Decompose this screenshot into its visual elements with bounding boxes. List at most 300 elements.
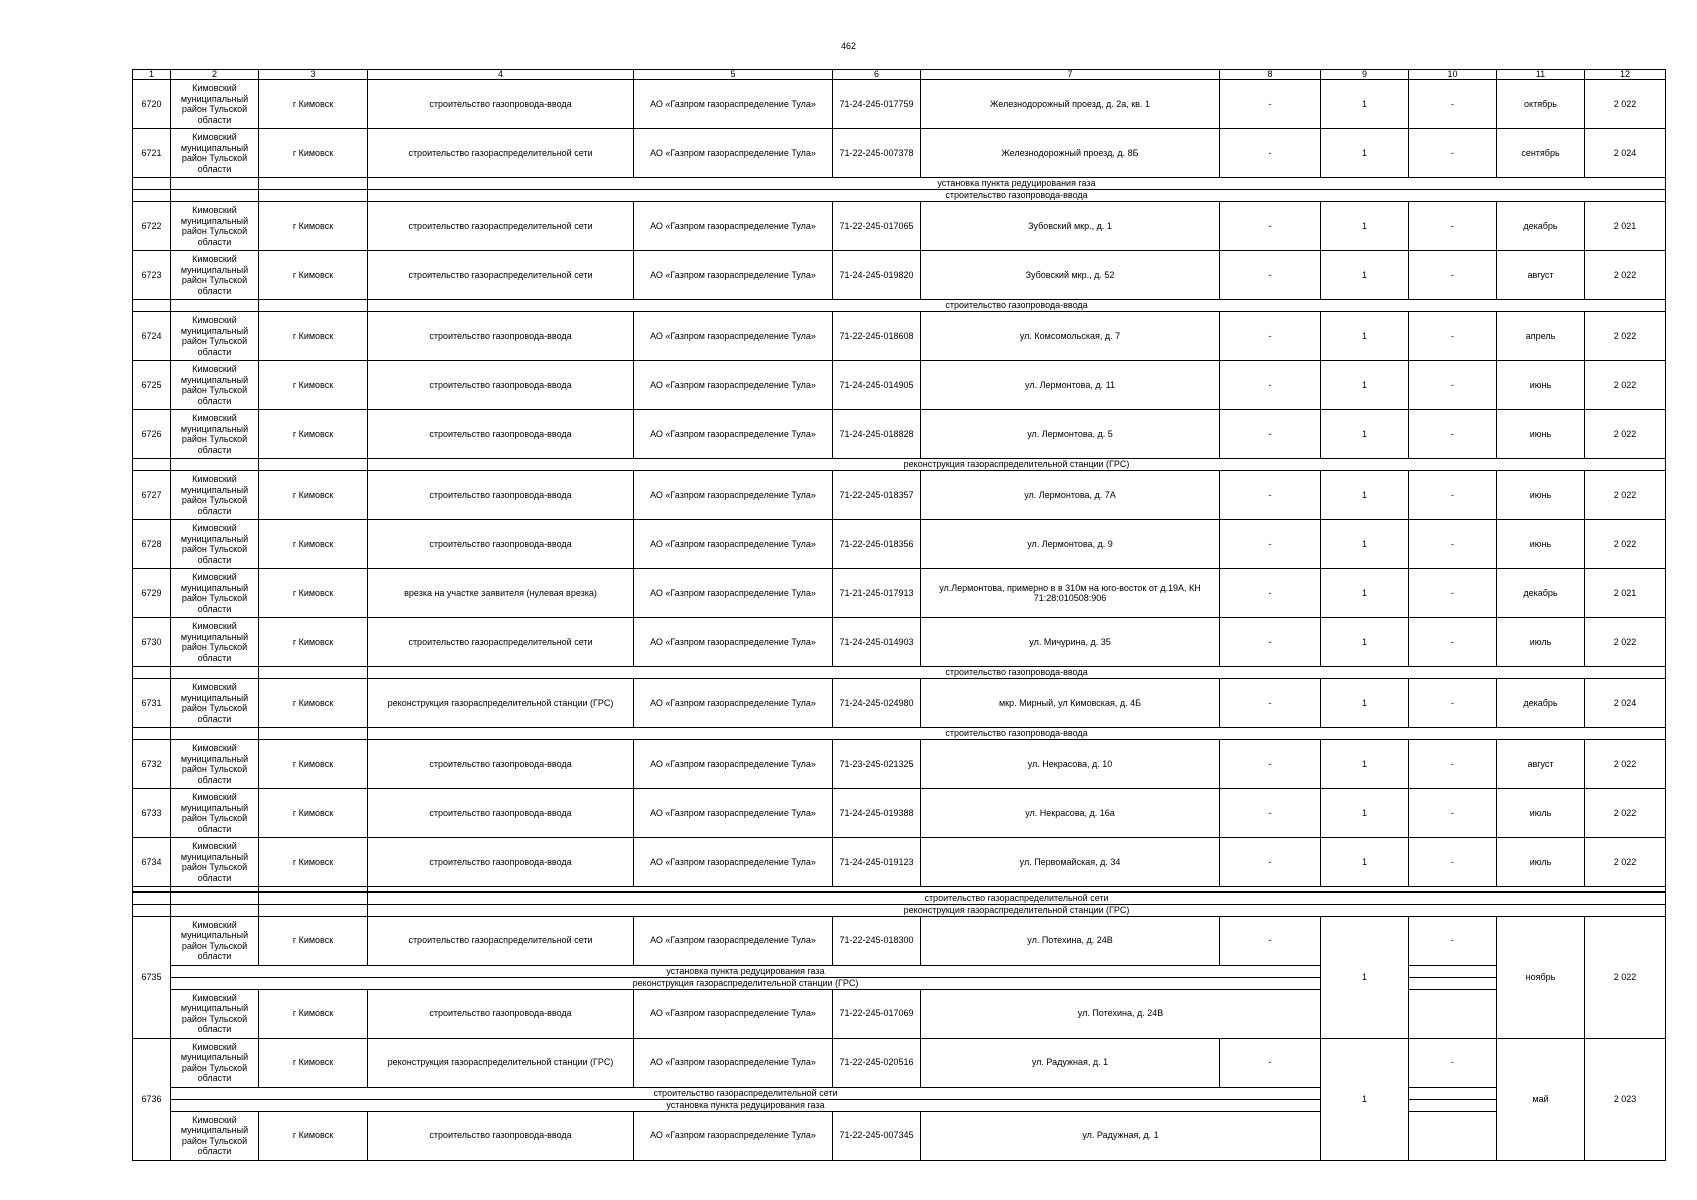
col8-cell: -: [1220, 916, 1321, 965]
row-number: 6723: [133, 251, 171, 300]
object-code-cell: 71-24-245-018828: [833, 410, 921, 459]
district-cell: Кимовский муниципальный район Тульской области: [171, 989, 259, 1038]
data-row: [133, 916, 1666, 965]
work-type-cell: врезка на участке заявителя (нулевая врезка): [368, 569, 634, 618]
row-number: 6733: [133, 789, 171, 838]
address-cell: Зубовский мкр., д. 1: [921, 202, 1220, 251]
col8-cell: -: [1220, 410, 1321, 459]
data-row: [133, 361, 1666, 410]
column-header: 11: [1497, 70, 1585, 80]
column-header: 9: [1321, 70, 1409, 80]
city-cell: г Кимовск: [259, 80, 368, 129]
city-cell: г Кимовск: [259, 361, 368, 410]
sub-spacer: [171, 178, 259, 190]
col10-cell: [1409, 965, 1497, 977]
district-cell: Кимовский муниципальный район Тульской области: [171, 312, 259, 361]
col10-cell: -: [1409, 410, 1497, 459]
sub-row: [133, 1087, 1666, 1099]
object-code-cell: 71-23-245-021325: [833, 740, 921, 789]
sub-row: [133, 977, 1666, 989]
sub-spacer: [259, 892, 368, 905]
sub-work-label: реконструкция газораспределительной станции (ГРС): [171, 977, 1321, 989]
data-row: [133, 679, 1666, 728]
sub-spacer: [259, 904, 368, 916]
data-row: [133, 129, 1666, 178]
address-cell: ул. Лермонтова, д. 7А: [921, 471, 1220, 520]
object-code-cell: 71-22-245-018300: [833, 916, 921, 965]
year-cell: 2 022: [1585, 740, 1666, 789]
organization-cell: АО «Газпром газораспределение Тула»: [634, 312, 833, 361]
address-cell: ул. Лермонтова, д. 5: [921, 410, 1220, 459]
organization-cell: АО «Газпром газораспределение Тула»: [634, 1111, 833, 1160]
year-cell: 2 021: [1585, 569, 1666, 618]
col10-cell: [1409, 1111, 1497, 1160]
work-type-cell: строительство газораспределительной сети: [368, 129, 634, 178]
organization-cell: АО «Газпром газораспределение Тула»: [634, 251, 833, 300]
row-number: 6734: [133, 838, 171, 887]
year-cell: 2 022: [1585, 916, 1666, 1038]
year-cell: 2 022: [1585, 312, 1666, 361]
sub-spacer: [133, 459, 171, 471]
district-cell: Кимовский муниципальный район Тульской области: [171, 410, 259, 459]
district-cell: Кимовский муниципальный район Тульской области: [171, 1111, 259, 1160]
month-cell: октябрь: [1497, 80, 1585, 129]
data-row: [133, 80, 1666, 129]
year-cell: 2 022: [1585, 251, 1666, 300]
work-type-cell: реконструкция газораспределительной станции (ГРС): [368, 679, 634, 728]
col9-cell: 1: [1321, 520, 1409, 569]
address-cell: Железнодорожный проезд, д. 8Б: [921, 129, 1220, 178]
work-type-cell: строительство газораспределительной сети: [368, 202, 634, 251]
col10-cell: [1409, 977, 1497, 989]
object-code-cell: 71-22-245-018357: [833, 471, 921, 520]
data-row: [133, 618, 1666, 667]
data-row: [133, 989, 1666, 1038]
page-number: 462: [840, 41, 857, 51]
organization-cell: АО «Газпром газораспределение Тула»: [634, 80, 833, 129]
work-type-cell: строительство газопровода-ввода: [368, 312, 634, 361]
sub-spacer: [133, 300, 171, 312]
col8-cell: -: [1220, 129, 1321, 178]
col8-cell: -: [1220, 312, 1321, 361]
city-cell: г Кимовск: [259, 789, 368, 838]
month-cell: август: [1497, 251, 1585, 300]
work-type-cell: строительство газопровода-ввода: [368, 410, 634, 459]
year-cell: 2 022: [1585, 789, 1666, 838]
col10-cell: -: [1409, 679, 1497, 728]
sub-spacer: [133, 728, 171, 740]
address-cell: ул. Некрасова, д. 10: [921, 740, 1220, 789]
district-cell: Кимовский муниципальный район Тульской области: [171, 202, 259, 251]
col8-cell: -: [1220, 789, 1321, 838]
year-cell: 2 021: [1585, 202, 1666, 251]
work-type-cell: строительство газопровода-ввода: [368, 989, 634, 1038]
sub-spacer: [133, 892, 171, 905]
sub-work-label: установка пункта редуцирования газа: [368, 178, 1666, 190]
sub-spacer: [259, 190, 368, 202]
col10-cell: -: [1409, 618, 1497, 667]
row-number: 6731: [133, 679, 171, 728]
object-code-cell: 71-22-245-017069: [833, 989, 921, 1038]
col10-cell: -: [1409, 916, 1497, 965]
object-code-cell: 71-22-245-007345: [833, 1111, 921, 1160]
work-type-cell: строительство газопровода-ввода: [368, 80, 634, 129]
work-type-cell: строительство газопровода-ввода: [368, 838, 634, 887]
col10-cell: -: [1409, 251, 1497, 300]
data-row: [133, 789, 1666, 838]
col9-cell: 1: [1321, 410, 1409, 459]
sub-work-label: реконструкция газораспределительной станции (ГРС): [368, 904, 1666, 916]
year-cell: 2 022: [1585, 361, 1666, 410]
col10-cell: [1409, 1099, 1497, 1111]
col10-cell: -: [1409, 740, 1497, 789]
organization-cell: АО «Газпром газораспределение Тула»: [634, 202, 833, 251]
column-header: 3: [259, 70, 368, 80]
row-number: 6726: [133, 410, 171, 459]
col8-cell: -: [1220, 838, 1321, 887]
work-type-cell: строительство газопровода-ввода: [368, 471, 634, 520]
city-cell: г Кимовск: [259, 410, 368, 459]
col8-cell: -: [1220, 520, 1321, 569]
address-cell: ул. Радужная, д. 1: [921, 1038, 1220, 1087]
object-code-cell: 71-21-245-017913: [833, 569, 921, 618]
city-cell: г Кимовск: [259, 679, 368, 728]
sub-work-label: строительство газопровода-ввода: [368, 300, 1666, 312]
address-cell: ул. Лермонтова, д. 11: [921, 361, 1220, 410]
object-code-cell: 71-24-245-019820: [833, 251, 921, 300]
object-code-cell: 71-22-245-007378: [833, 129, 921, 178]
col9-cell: 1: [1321, 838, 1409, 887]
col10-cell: -: [1409, 361, 1497, 410]
month-cell: июнь: [1497, 520, 1585, 569]
organization-cell: АО «Газпром газораспределение Тула»: [634, 618, 833, 667]
col9-cell: 1: [1321, 361, 1409, 410]
month-cell: июль: [1497, 618, 1585, 667]
city-cell: г Кимовск: [259, 989, 368, 1038]
organization-cell: АО «Газпром газораспределение Тула»: [634, 569, 833, 618]
district-cell: Кимовский муниципальный район Тульской области: [171, 471, 259, 520]
district-cell: Кимовский муниципальный район Тульской области: [171, 838, 259, 887]
month-cell: июнь: [1497, 361, 1585, 410]
sub-work-label: реконструкция газораспределительной станции (ГРС): [368, 459, 1666, 471]
sub-spacer: [133, 190, 171, 202]
sub-row: [133, 667, 1666, 679]
col8-cell: -: [1220, 618, 1321, 667]
address-cell: ул. Потехина, д. 24В: [921, 916, 1220, 965]
col10-cell: -: [1409, 80, 1497, 129]
column-header: 10: [1409, 70, 1497, 80]
organization-cell: АО «Газпром газораспределение Тула»: [634, 1038, 833, 1087]
address-cell: Железнодорожный проезд, д. 2а, кв. 1: [921, 80, 1220, 129]
district-cell: Кимовский муниципальный район Тульской области: [171, 789, 259, 838]
header-row: [133, 70, 1666, 80]
sub-row: [133, 728, 1666, 740]
city-cell: г Кимовск: [259, 129, 368, 178]
district-cell: Кимовский муниципальный район Тульской области: [171, 80, 259, 129]
sub-work-label: строительство газораспределительной сети: [171, 1087, 1321, 1099]
organization-cell: АО «Газпром газораспределение Тула»: [634, 410, 833, 459]
organization-cell: АО «Газпром газораспределение Тула»: [634, 361, 833, 410]
sub-spacer: [171, 667, 259, 679]
data-row: [133, 1038, 1666, 1087]
data-row: [133, 251, 1666, 300]
col10-cell: -: [1409, 129, 1497, 178]
sub-row: [133, 965, 1666, 977]
year-cell: 2 022: [1585, 471, 1666, 520]
month-cell: май: [1497, 1038, 1585, 1160]
col8-cell: -: [1220, 202, 1321, 251]
year-cell: 2 022: [1585, 410, 1666, 459]
object-code-cell: 71-24-245-024980: [833, 679, 921, 728]
work-type-cell: реконструкция газораспределительной станции (ГРС): [368, 1038, 634, 1087]
organization-cell: АО «Газпром газораспределение Тула»: [634, 679, 833, 728]
sub-spacer: [259, 459, 368, 471]
row-number: 6724: [133, 312, 171, 361]
data-row: [133, 202, 1666, 251]
object-code-cell: 71-24-245-019123: [833, 838, 921, 887]
month-cell: ноябрь: [1497, 916, 1585, 1038]
col10-cell: -: [1409, 312, 1497, 361]
col8-cell: -: [1220, 569, 1321, 618]
address-cell: ул. Первомайская, д. 34: [921, 838, 1220, 887]
sub-work-label: установка пункта редуцирования газа: [171, 965, 1321, 977]
row-number: 6736: [133, 1038, 171, 1160]
address-cell: Зубовский мкр., д. 52: [921, 251, 1220, 300]
row-number: 6732: [133, 740, 171, 789]
district-cell: Кимовский муниципальный район Тульской области: [171, 361, 259, 410]
col9-cell: 1: [1321, 789, 1409, 838]
address-cell: ул. Лермонтова, д. 9: [921, 520, 1220, 569]
sub-spacer: [259, 300, 368, 312]
col10-cell: -: [1409, 789, 1497, 838]
city-cell: г Кимовск: [259, 471, 368, 520]
object-code-cell: 71-24-245-017759: [833, 80, 921, 129]
col10-cell: [1409, 989, 1497, 1038]
sub-spacer: [259, 178, 368, 190]
row-number: 6729: [133, 569, 171, 618]
col8-cell: -: [1220, 740, 1321, 789]
year-cell: 2 024: [1585, 129, 1666, 178]
work-type-cell: строительство газораспределительной сети: [368, 251, 634, 300]
address-cell: ул. Комсомольская, д. 7: [921, 312, 1220, 361]
sub-row: [133, 459, 1666, 471]
col8-cell: -: [1220, 80, 1321, 129]
col10-cell: -: [1409, 520, 1497, 569]
month-cell: июль: [1497, 838, 1585, 887]
column-header: 4: [368, 70, 634, 80]
row-number: 6725: [133, 361, 171, 410]
data-row: [133, 471, 1666, 520]
data-row: [133, 740, 1666, 789]
sub-row: [133, 904, 1666, 916]
month-cell: июнь: [1497, 471, 1585, 520]
month-cell: апрель: [1497, 312, 1585, 361]
city-cell: г Кимовск: [259, 520, 368, 569]
object-code-cell: 71-24-245-014905: [833, 361, 921, 410]
year-cell: 2 023: [1585, 1038, 1666, 1160]
sub-spacer: [133, 904, 171, 916]
work-type-cell: строительство газопровода-ввода: [368, 361, 634, 410]
address-cell: ул.Лермонтова, примерно в в 310м на юго-восток от д.19А, КН 71:28:010508:906: [921, 569, 1220, 618]
column-header: 12: [1585, 70, 1666, 80]
col10-cell: -: [1409, 1038, 1497, 1087]
city-cell: г Кимовск: [259, 1038, 368, 1087]
sub-row: [133, 190, 1666, 202]
col8-cell: -: [1220, 251, 1321, 300]
col8-cell: -: [1220, 361, 1321, 410]
col10-cell: [1409, 1087, 1497, 1099]
organization-cell: АО «Газпром газораспределение Тула»: [634, 471, 833, 520]
year-cell: 2 022: [1585, 838, 1666, 887]
district-cell: Кимовский муниципальный район Тульской области: [171, 740, 259, 789]
work-type-cell: строительство газопровода-ввода: [368, 789, 634, 838]
district-cell: Кимовский муниципальный район Тульской области: [171, 129, 259, 178]
organization-cell: АО «Газпром газораспределение Тула»: [634, 129, 833, 178]
col9-cell: 1: [1321, 471, 1409, 520]
col9-cell: 1: [1321, 916, 1409, 1038]
month-cell: сентябрь: [1497, 129, 1585, 178]
work-type-cell: строительство газораспределительной сети: [368, 916, 634, 965]
address-cell: мкр. Мирный, ул Кимовская, д. 4Б: [921, 679, 1220, 728]
sub-work-label: установка пункта редуцирования газа: [171, 1099, 1321, 1111]
sub-work-label: строительство газопровода-ввода: [368, 667, 1666, 679]
column-header: 7: [921, 70, 1220, 80]
col8-cell: -: [1220, 679, 1321, 728]
sub-spacer: [171, 904, 259, 916]
column-header: 2: [171, 70, 259, 80]
city-cell: г Кимовск: [259, 618, 368, 667]
col9-cell: 1: [1321, 80, 1409, 129]
data-row: [133, 312, 1666, 361]
city-cell: г Кимовск: [259, 569, 368, 618]
row-number: 6722: [133, 202, 171, 251]
row-number: 6730: [133, 618, 171, 667]
year-cell: 2 024: [1585, 679, 1666, 728]
col10-cell: -: [1409, 569, 1497, 618]
col9-cell: 1: [1321, 679, 1409, 728]
data-row: [133, 1111, 1666, 1160]
organization-cell: АО «Газпром газораспределение Тула»: [634, 989, 833, 1038]
sub-row: [133, 178, 1666, 190]
city-cell: г Кимовск: [259, 838, 368, 887]
district-cell: Кимовский муниципальный район Тульской области: [171, 520, 259, 569]
sub-work-label: строительство газопровода-ввода: [368, 728, 1666, 740]
organization-cell: АО «Газпром газораспределение Тула»: [634, 838, 833, 887]
data-row: [133, 569, 1666, 618]
row-number: 6721: [133, 129, 171, 178]
data-row: [133, 410, 1666, 459]
organization-cell: АО «Газпром газораспределение Тула»: [634, 520, 833, 569]
district-cell: Кимовский муниципальный район Тульской области: [171, 569, 259, 618]
object-code-cell: 71-22-245-018608: [833, 312, 921, 361]
work-type-cell: строительство газопровода-ввода: [368, 520, 634, 569]
col9-cell: 1: [1321, 129, 1409, 178]
object-code-cell: 71-22-245-017065: [833, 202, 921, 251]
district-cell: Кимовский муниципальный район Тульской области: [171, 1038, 259, 1087]
district-cell: Кимовский муниципальный район Тульской области: [171, 916, 259, 965]
work-type-cell: строительство газопровода-ввода: [368, 740, 634, 789]
month-cell: июль: [1497, 789, 1585, 838]
organization-cell: АО «Газпром газораспределение Тула»: [634, 916, 833, 965]
col9-cell: 1: [1321, 1038, 1409, 1160]
row-number: 6735: [133, 916, 171, 1038]
year-cell: 2 022: [1585, 80, 1666, 129]
col10-cell: -: [1409, 471, 1497, 520]
address-cell: ул. Радужная, д. 1: [921, 1111, 1321, 1160]
object-code-cell: 71-24-245-014903: [833, 618, 921, 667]
col9-cell: 1: [1321, 569, 1409, 618]
data-row: [133, 838, 1666, 887]
city-cell: г Кимовск: [259, 251, 368, 300]
district-cell: Кимовский муниципальный район Тульской области: [171, 679, 259, 728]
city-cell: г Кимовск: [259, 916, 368, 965]
year-cell: 2 022: [1585, 520, 1666, 569]
object-code-cell: 71-22-245-020516: [833, 1038, 921, 1087]
city-cell: г Кимовск: [259, 312, 368, 361]
sub-spacer: [171, 892, 259, 905]
column-header: 1: [133, 70, 171, 80]
month-cell: август: [1497, 740, 1585, 789]
sub-spacer: [133, 178, 171, 190]
column-header: 5: [634, 70, 833, 80]
month-cell: декабрь: [1497, 679, 1585, 728]
col9-cell: 1: [1321, 202, 1409, 251]
column-header: 6: [833, 70, 921, 80]
sub-spacer: [171, 728, 259, 740]
row-number: 6728: [133, 520, 171, 569]
data-row: [133, 520, 1666, 569]
month-cell: июнь: [1497, 410, 1585, 459]
sub-row: [133, 892, 1666, 905]
sub-row: [133, 1099, 1666, 1111]
address-cell: ул. Некрасова, д. 16а: [921, 789, 1220, 838]
col10-cell: -: [1409, 202, 1497, 251]
projects-table: [132, 69, 1666, 1161]
column-header: 8: [1220, 70, 1321, 80]
sub-row: [133, 300, 1666, 312]
sub-spacer: [133, 667, 171, 679]
sub-spacer: [171, 190, 259, 202]
sub-spacer: [259, 728, 368, 740]
sub-spacer: [259, 667, 368, 679]
address-cell: ул. Потехина, д. 24В: [921, 989, 1321, 1038]
sub-spacer: [171, 300, 259, 312]
work-type-cell: строительство газораспределительной сети: [368, 618, 634, 667]
month-cell: декабрь: [1497, 202, 1585, 251]
organization-cell: АО «Газпром газораспределение Тула»: [634, 740, 833, 789]
address-cell: ул. Мичурина, д. 35: [921, 618, 1220, 667]
work-type-cell: строительство газопровода-ввода: [368, 1111, 634, 1160]
sub-work-label: строительство газопровода-ввода: [368, 190, 1666, 202]
row-number: 6720: [133, 80, 171, 129]
district-cell: Кимовский муниципальный район Тульской области: [171, 251, 259, 300]
organization-cell: АО «Газпром газораспределение Тула»: [634, 789, 833, 838]
col9-cell: 1: [1321, 312, 1409, 361]
object-code-cell: 71-22-245-018356: [833, 520, 921, 569]
row-number: 6727: [133, 471, 171, 520]
month-cell: декабрь: [1497, 569, 1585, 618]
col8-cell: -: [1220, 1038, 1321, 1087]
city-cell: г Кимовск: [259, 740, 368, 789]
sub-work-label: строительство газораспределительной сети: [368, 892, 1666, 905]
col8-cell: -: [1220, 471, 1321, 520]
city-cell: г Кимовск: [259, 1111, 368, 1160]
object-code-cell: 71-24-245-019388: [833, 789, 921, 838]
col9-cell: 1: [1321, 251, 1409, 300]
col9-cell: 1: [1321, 618, 1409, 667]
sub-spacer: [171, 459, 259, 471]
district-cell: Кимовский муниципальный район Тульской области: [171, 618, 259, 667]
